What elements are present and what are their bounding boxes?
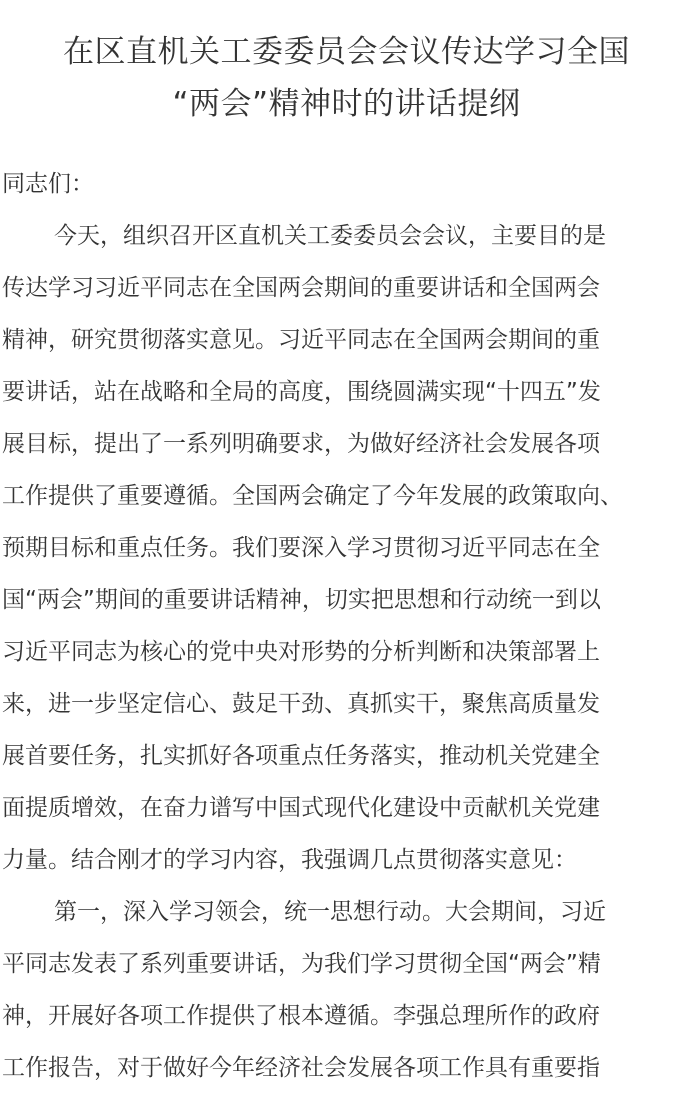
paragraph-line: 展目标，提出了一系列明确要求，为做好经济社会发展各项 [2,431,600,457]
paragraph-line: 要讲话，站在战略和全局的高度，围绕圆满实现“十四五”发 [2,379,601,405]
paragraph-line: 传达学习习近平同志在全国两会期间的重要讲话和全国两会 [2,275,600,301]
paragraph-line: 力量。结合刚才的学习内容，我强调几点贯彻落实意见： [2,847,577,873]
paragraph-line: 精神，研究贯彻落实意见。习近平同志在全国两会期间的重 [2,327,600,353]
paragraph-line: 神，开展好各项工作提供了根本遵循。李强总理所作的政府 [2,1003,600,1029]
document-body [2,158,693,1094]
paragraph-line: 展首要任务，扎实抓好各项重点任务落实，推动机关党建全 [2,743,600,769]
paragraph-line: 工作报告，对于做好今年经济社会发展各项工作具有重要指 [2,1055,600,1081]
salutation-text: 同志们： [2,171,94,197]
paragraph-line: 来，进一步坚定信心、鼓足干劲、真抓实干，聚焦高质量发 [2,691,600,717]
salutation [2,158,693,210]
paragraph-line: 工作提供了重要遵循。全国两会确定了今年发展的政策取向、 [2,483,623,509]
paragraph-line: 平同志发表了系列重要讲话，为我们学习贯彻全国“两会”精 [2,951,601,977]
paragraph-line: 国“两会”期间的重要讲话精神，切实把思想和行动统一到以 [2,587,601,613]
paragraph-line: 习近平同志为核心的党中央对形势的分析判断和决策部署上 [2,639,600,665]
paragraph-line: 第一，深入学习领会，统一思想行动。大会期间，习近 [54,899,606,925]
paragraph-line: 预期目标和重点任务。我们要深入学习贯彻习近平同志在全 [2,535,600,561]
document-title [0,26,693,130]
paragraph-line: 面提质增效，在奋力谱写中国式现代化建设中贡献机关党建 [2,795,600,821]
paragraph-2 [2,886,693,1094]
title-line: “两会”精神时的讲话提纲 [172,86,521,122]
paragraph-line: 今天，组织召开区直机关工委委员会会议，主要目的是 [54,223,606,249]
paragraph-1 [2,210,693,886]
title-line: 在区直机关工委委员会会议传达学习全国 [63,34,630,70]
